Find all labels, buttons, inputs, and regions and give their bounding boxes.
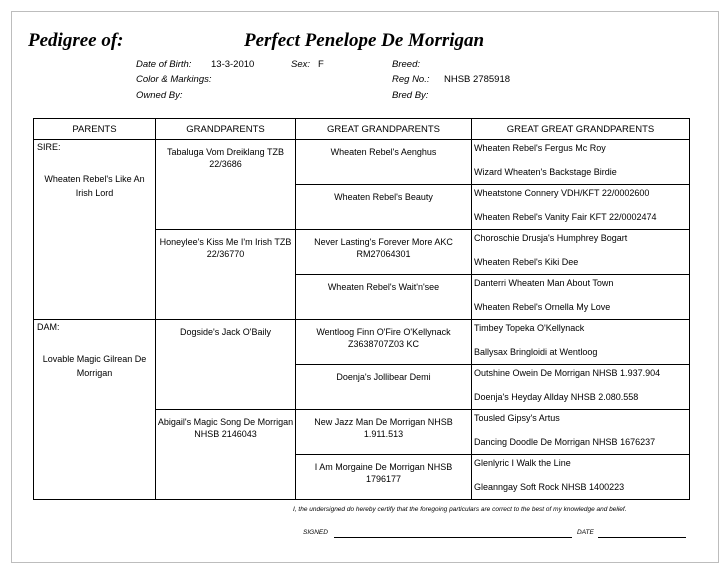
ggg-entry: Wheaten Rebel's Kiki Dee xyxy=(474,257,579,267)
great-grandparent-cell: I Am Morgaine De Morrigan NHSB 1796177 xyxy=(296,455,472,500)
ggg-entry: Gleanngay Soft Rock NHSB 1400223 xyxy=(474,482,625,492)
dob-value: 13-3-2010 xyxy=(211,59,255,70)
pedigree-title-label: Pedigree of: xyxy=(28,30,124,51)
great-grandparent-cell: Wheaten Rebel's Beauty xyxy=(296,185,472,230)
great-grandparent-cell: Wentloog Finn O'Fire O'Kellynack Z3638707Z03 KC xyxy=(296,320,472,365)
sex-label: Sex: xyxy=(291,59,311,70)
great-grandparent-cell: Never Lasting's Forever More AKC RM27064301 xyxy=(296,230,472,275)
owned-label: Owned By: xyxy=(136,90,183,101)
ggg-entry: Wheaten Rebel's Ornella My Love xyxy=(474,302,611,312)
date-line xyxy=(598,537,686,538)
sire-cell xyxy=(34,140,156,320)
header-row xyxy=(34,119,690,140)
ggg-entry: Outshine Owein De Morrigan NHSB 1.937.904 xyxy=(474,368,661,378)
great-great-grandparent-cell xyxy=(472,365,690,410)
great-great-grandparent-cell xyxy=(472,320,690,365)
dog-name: Perfect Penelope De Morrigan xyxy=(244,30,485,51)
ggg-entry: Glenlyric I Walk the Line xyxy=(474,458,571,468)
dob-row xyxy=(136,59,191,70)
great-great-grandparent-cell xyxy=(472,230,690,275)
breed-label: Breed: xyxy=(392,59,420,70)
col-header-great-grandparents: GREAT GRANDPARENTS xyxy=(296,119,472,140)
col-header-parents: PARENTS xyxy=(34,119,156,140)
dam-label: DAM: xyxy=(37,322,60,332)
ggg-entry: Choroschie Drusja's Humphrey Bogart xyxy=(474,233,628,243)
ggg-entry: Ballysax Bringloidi at Wentloog xyxy=(474,347,598,357)
signature-line xyxy=(334,537,572,538)
date-label: DATE xyxy=(577,529,594,536)
great-grandparent-cell: Wheaten Rebel's Aenghus xyxy=(296,140,472,185)
bred-label: Bred By: xyxy=(392,90,429,101)
ggg-entry: Timbey Topeka O'Kellynack xyxy=(474,323,585,333)
ggg-entry: Wizard Wheaten's Backstage Birdie xyxy=(474,167,617,177)
ggg-entry: Danterri Wheaten Man About Town xyxy=(474,278,614,288)
ggg-entry: Wheatstone Connery VDH/KFT 22/0002600 xyxy=(474,188,650,198)
great-great-grandparent-cell xyxy=(472,455,690,500)
reg-label: Reg No.: xyxy=(392,74,430,85)
grandparent-cell: Honeylee's Kiss Me I'm Irish TZB 22/36770 xyxy=(156,230,296,320)
pedigree-table xyxy=(33,118,690,500)
great-great-grandparent-cell xyxy=(472,185,690,230)
sire-label: SIRE: xyxy=(37,142,61,152)
col-header-great-great-grandparents: GREAT GREAT GRANDPARENTS xyxy=(472,119,690,140)
dob-label: Date of Birth: xyxy=(136,59,192,70)
great-grandparent-cell: Doenja's Jollibear Demi xyxy=(296,365,472,410)
ggg-entry: Doenja's Heyday Allday NHSB 2.080.558 xyxy=(474,392,639,402)
great-great-grandparent-cell xyxy=(472,140,690,185)
color-label: Color & Markings: xyxy=(136,74,212,85)
ggg-entry: Wheaten Rebel's Vanity Fair KFT 22/0002474 xyxy=(474,212,657,222)
sex-value: F xyxy=(318,59,324,70)
ggg-entry: Dancing Doodle De Morrigan NHSB 1676237 xyxy=(474,437,656,447)
col-header-grandparents: GRANDPARENTS xyxy=(156,119,296,140)
ggg-entry: Tousled Gipsy's Artus xyxy=(474,413,560,423)
great-great-grandparent-cell xyxy=(472,275,690,320)
certification-text: I, the undersigned do hereby certify that the foregoing particulars are correct to the best of my knowledge and belief. xyxy=(293,506,627,513)
dam-name: Lovable Magic Gilrean De Morrigan xyxy=(42,354,147,378)
grandparent-cell: Tabaluga Vom Dreiklang TZB 22/3686 xyxy=(156,140,296,230)
ggg-entry: Wheaten Rebel's Fergus Mc Roy xyxy=(474,143,606,153)
signed-label: SIGNED xyxy=(303,529,328,536)
grandparent-cell: Dogside's Jack O'Baily xyxy=(156,320,296,410)
sire-name: Wheaten Rebel's Like An Irish Lord xyxy=(44,174,145,198)
dam-cell xyxy=(34,320,156,500)
great-grandparent-cell: Wheaten Rebel's Wait'n'see xyxy=(296,275,472,320)
reg-value: NHSB 2785918 xyxy=(444,74,511,85)
great-great-grandparent-cell xyxy=(472,410,690,455)
grandparent-cell: Abigail's Magic Song De Morrigan NHSB 2146043 xyxy=(156,410,296,500)
great-grandparent-cell: New Jazz Man De Morrigan NHSB 1.911.513 xyxy=(296,410,472,455)
